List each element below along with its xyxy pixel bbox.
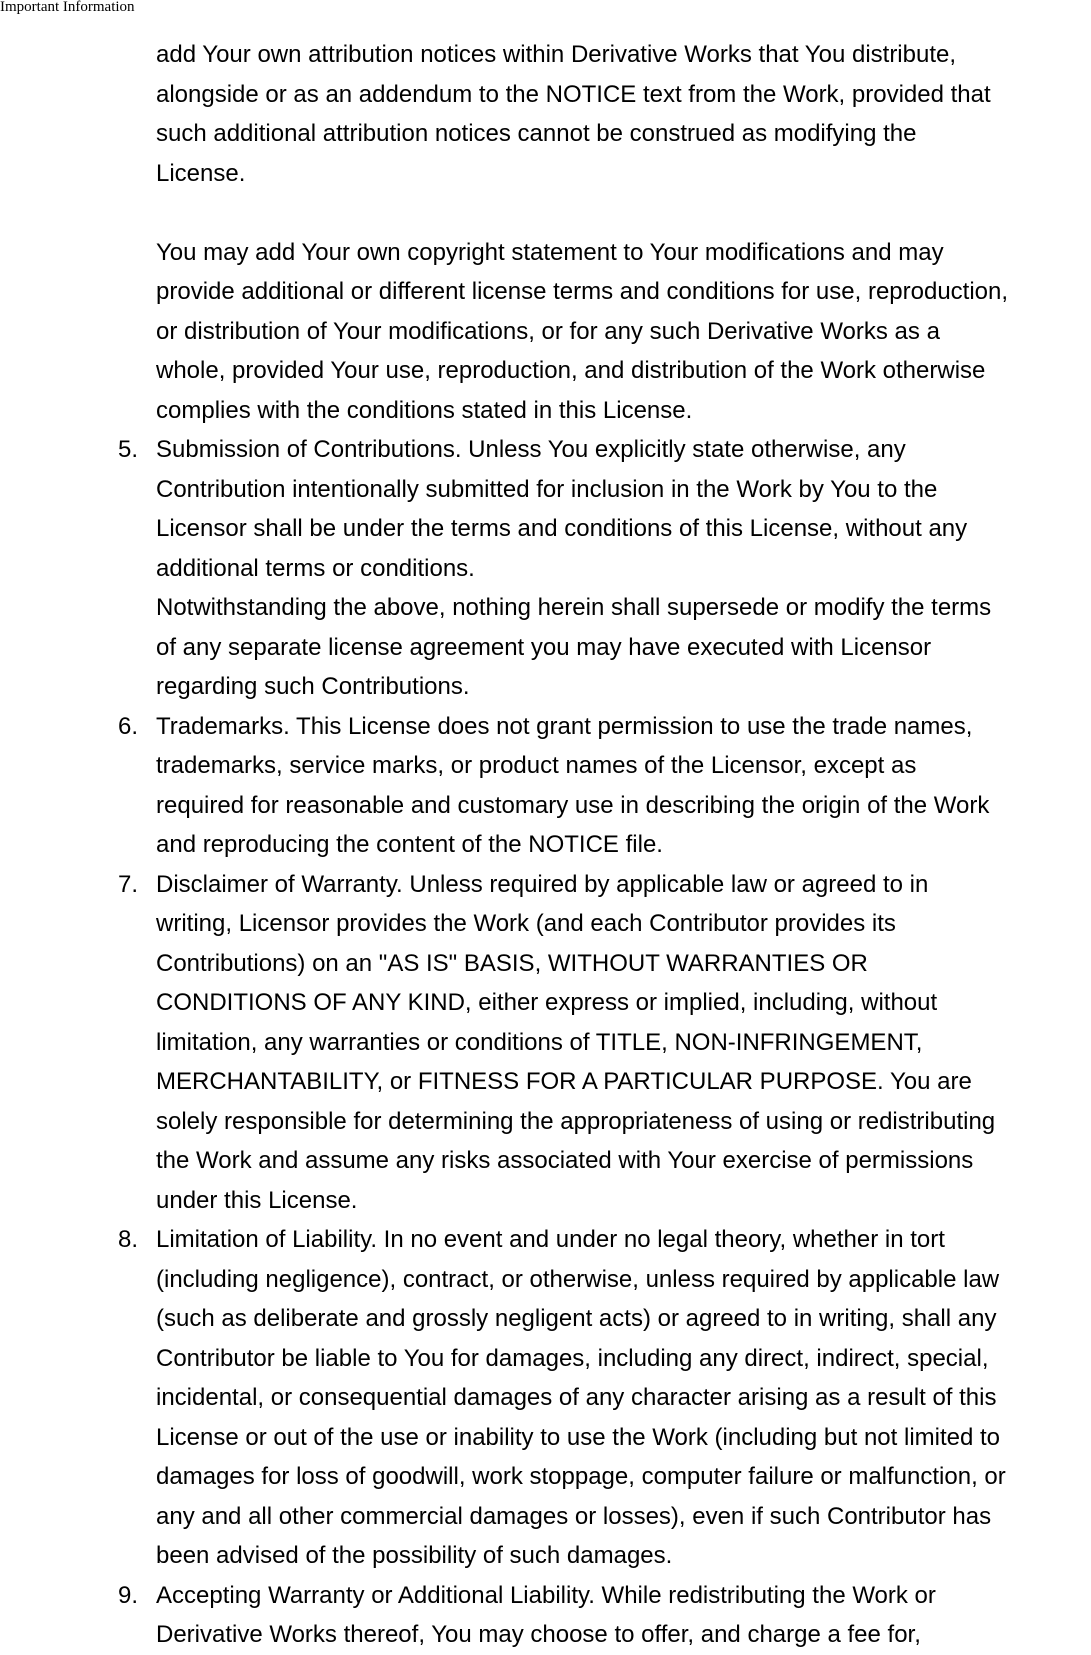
text-line: CONDITIONS OF ANY KIND, either express or implied, including, without: [156, 989, 938, 1016]
section-number: 6.: [118, 712, 139, 740]
text-line: License.: [156, 159, 246, 187]
text-line: of any separate license agreement you may have executed with Licensor: [156, 633, 932, 661]
text-line: MERCHANTABILITY, or FITNESS FOR A PARTICULAR PURPOSE. You are: [156, 1068, 972, 1095]
section-5-submission-of-contributions: [118, 430, 1091, 707]
text-line: additional terms or conditions.: [156, 554, 475, 582]
section-8-limitation-of-liability: [118, 1220, 1091, 1576]
text-line: License or out of the use or inability to use the Work (including but not limited to: [156, 1423, 1001, 1451]
text-line: and reproducing the content of the NOTICE file.: [156, 831, 663, 858]
text-line: (including negligence), contract, or otherwise, unless required by applicable law: [156, 1265, 1000, 1293]
section-9-accepting-warranty: [118, 1576, 1091, 1655]
text-line: the Work and assume any risks associated with Your exercise of permissions: [156, 1147, 974, 1174]
text-line: required for reasonable and customary use in describing the origin of the Work: [156, 791, 990, 819]
text-line: regarding such Contributions.: [156, 673, 470, 700]
text-line: whole, provided Your use, reproduction, and distribution of the Work otherwise: [156, 357, 986, 384]
text-line: Contributor be liable to You for damages, including any direct, indirect, special,: [156, 1344, 989, 1372]
text-line: Contribution intentionally submitted for inclusion in the Work by You to the: [156, 475, 938, 503]
text-line: Notwithstanding the above, nothing herein shall supersede or modify the terms: [156, 594, 992, 621]
text-line: You may add Your own copyright statement to Your modifications and may: [156, 238, 944, 266]
section-number: 9.: [118, 1581, 139, 1609]
text-line: Accepting Warranty or Additional Liability. While redistributing the Work or: [156, 1581, 936, 1609]
text-line: solely responsible for determining the appropriateness of using or redistributing: [156, 1107, 996, 1135]
text-line: or distribution of Your modifications, or for any such Derivative Works as a: [156, 317, 940, 345]
page-header: Important Information: [0, 0, 135, 15]
text-line: provide additional or different license terms and conditions for use, reproduction,: [156, 278, 1009, 305]
text-line: Derivative Works thereof, You may choose to offer, and charge a fee for,: [156, 1621, 921, 1648]
text-line: Submission of Contributions. Unless You explicitly state otherwise, any: [156, 436, 906, 463]
section-number: 5.: [118, 436, 139, 463]
text-line: Contributions) on an "AS IS" BASIS, WITHOUT WARRANTIES OR: [156, 949, 868, 977]
text-line: any and all other commercial damages or losses), even if such Contributor has: [156, 1502, 992, 1530]
text-line: add Your own attribution notices within Derivative Works that You distribute,: [156, 41, 957, 68]
text-line: Licensor shall be under the terms and conditions of this License, without any: [156, 515, 968, 542]
section-number: 7.: [118, 870, 139, 898]
text-line: limitation, any warranties or conditions of TITLE, NON-INFRINGEMENT,: [156, 1028, 923, 1056]
text-line: complies with the conditions stated in this License.: [156, 396, 693, 424]
text-line: (such as deliberate and grossly negligent acts) or agreed to in writing, shall any: [156, 1305, 997, 1332]
text-line: alongside or as an addendum to the NOTICE text from the Work, provided that: [156, 80, 991, 108]
text-line: such additional attribution notices cannot be construed as modifying the: [156, 120, 917, 147]
section-7-disclaimer-of-warranty: [118, 865, 1091, 1221]
text-line: Limitation of Liability. In no event and under no legal theory, whether in tort: [156, 1226, 945, 1253]
text-line: been advised of the possibility of such damages.: [156, 1542, 673, 1569]
text-line: writing, Licensor provides the Work (and each Contributor provides its: [156, 910, 896, 937]
text-line: Disclaimer of Warranty. Unless required by applicable law or agreed to in: [156, 870, 929, 898]
text-line: Trademarks. This License does not grant permission to use the trade names,: [156, 712, 973, 740]
text-line: trademarks, service marks, or product names of the Licensor, except as: [156, 752, 917, 779]
text-line: incidental, or consequential damages of any character arising as a result of this: [156, 1384, 997, 1411]
section-number: 8.: [118, 1226, 139, 1253]
paragraph-spacer: [156, 193, 1091, 233]
license-text: [118, 35, 1091, 1655]
text-line: damages for loss of goodwill, work stoppage, computer failure or malfunction, or: [156, 1463, 1006, 1490]
continuation-paragraph-copyright: [156, 233, 1091, 431]
section-6-trademarks: [118, 707, 1091, 865]
text-line: under this License.: [156, 1186, 358, 1214]
continuation-paragraph-attribution: [156, 35, 1091, 193]
